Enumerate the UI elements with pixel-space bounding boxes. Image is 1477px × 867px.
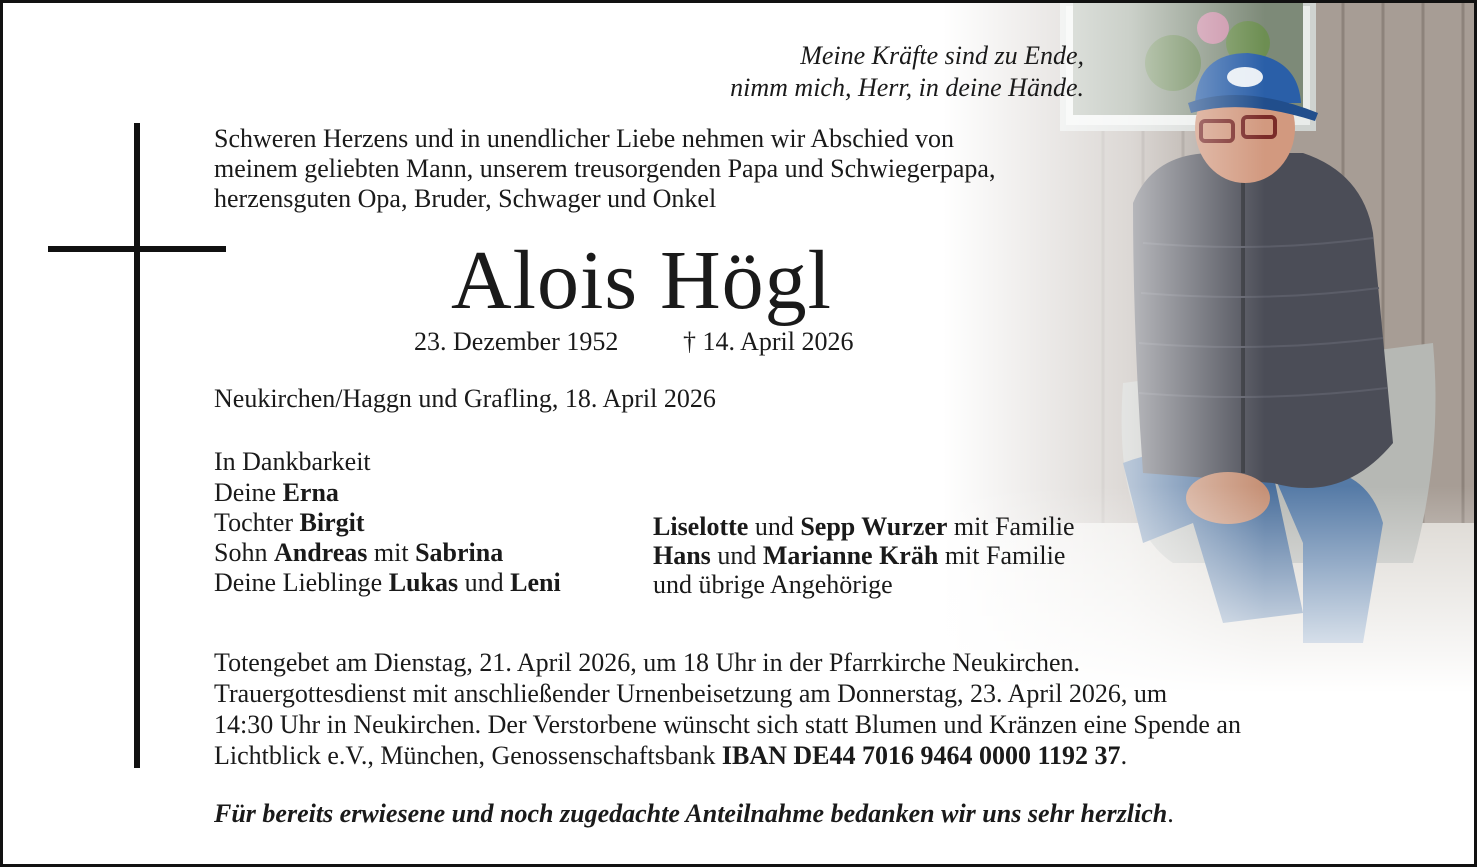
deceased-name: Alois Högl <box>450 234 833 327</box>
family-son: Sohn Andreas mit Sabrina <box>214 538 504 567</box>
relatives-line-1: Liselotte und Sepp Wurzer mit Familie <box>653 512 1075 541</box>
family-grandchildren: Deine Lieblinge Lukas und Leni <box>214 568 561 597</box>
motto-line-2: nimm mich, Herr, in deine Hände. <box>730 73 1084 102</box>
thanks-line: Für bereits erwiesene und noch zugedachte Anteilnahme bedanken wir uns sehr herzlich. <box>214 799 1174 828</box>
deceased-photo <box>943 3 1477 693</box>
birth-date: 23. Dezember 1952 <box>414 327 619 356</box>
family-daughter: Tochter Birgit <box>214 508 365 537</box>
family-wife: Deine Erna <box>214 478 339 507</box>
intro-text <box>214 124 995 214</box>
motto-line-1: Meine Kräfte sind zu Ende, <box>800 41 1084 70</box>
death-date: † 14. April 2026 <box>683 327 854 356</box>
gratitude-line: In Dankbarkeit <box>214 447 371 476</box>
service-line-3: 14:30 Uhr in Neukirchen. Der Verstorbene wünscht sich statt Blumen und Kränzen eine Spende an <box>214 710 1241 739</box>
relatives-line-2: Hans und Marianne Kräh mit Familie <box>653 541 1066 570</box>
relatives-line-3: und übrige Angehörige <box>653 570 893 599</box>
service-line-4: Lichtblick e.V., München, Genossenschaftsbank IBAN DE44 7016 9464 0000 1192 37. <box>214 741 1128 770</box>
iban: IBAN DE44 7016 9464 0000 1192 37 <box>721 741 1121 770</box>
service-line-1: Totengebet am Dienstag, 21. April 2026, um 18 Uhr in der Pfarrkirche Neukirchen. <box>214 648 1081 677</box>
intro-line: herzensguten Opa, Bruder, Schwager und Onkel <box>214 184 717 213</box>
intro-line: Schweren Herzens und in unendlicher Liebe nehmen wir Abschied von <box>214 124 955 153</box>
service-line-2: Trauergottesdienst mit anschließender Urnenbeisetzung am Donnerstag, 23. April 2026, um <box>214 679 1168 708</box>
intro-line: meinem geliebten Mann, unserem treusorgenden Papa und Schwiegerpapa, <box>214 154 996 183</box>
cross-vertical-bar <box>134 123 140 768</box>
place-date: Neukirchen/Haggn und Grafling, 18. April 2026 <box>214 384 716 413</box>
